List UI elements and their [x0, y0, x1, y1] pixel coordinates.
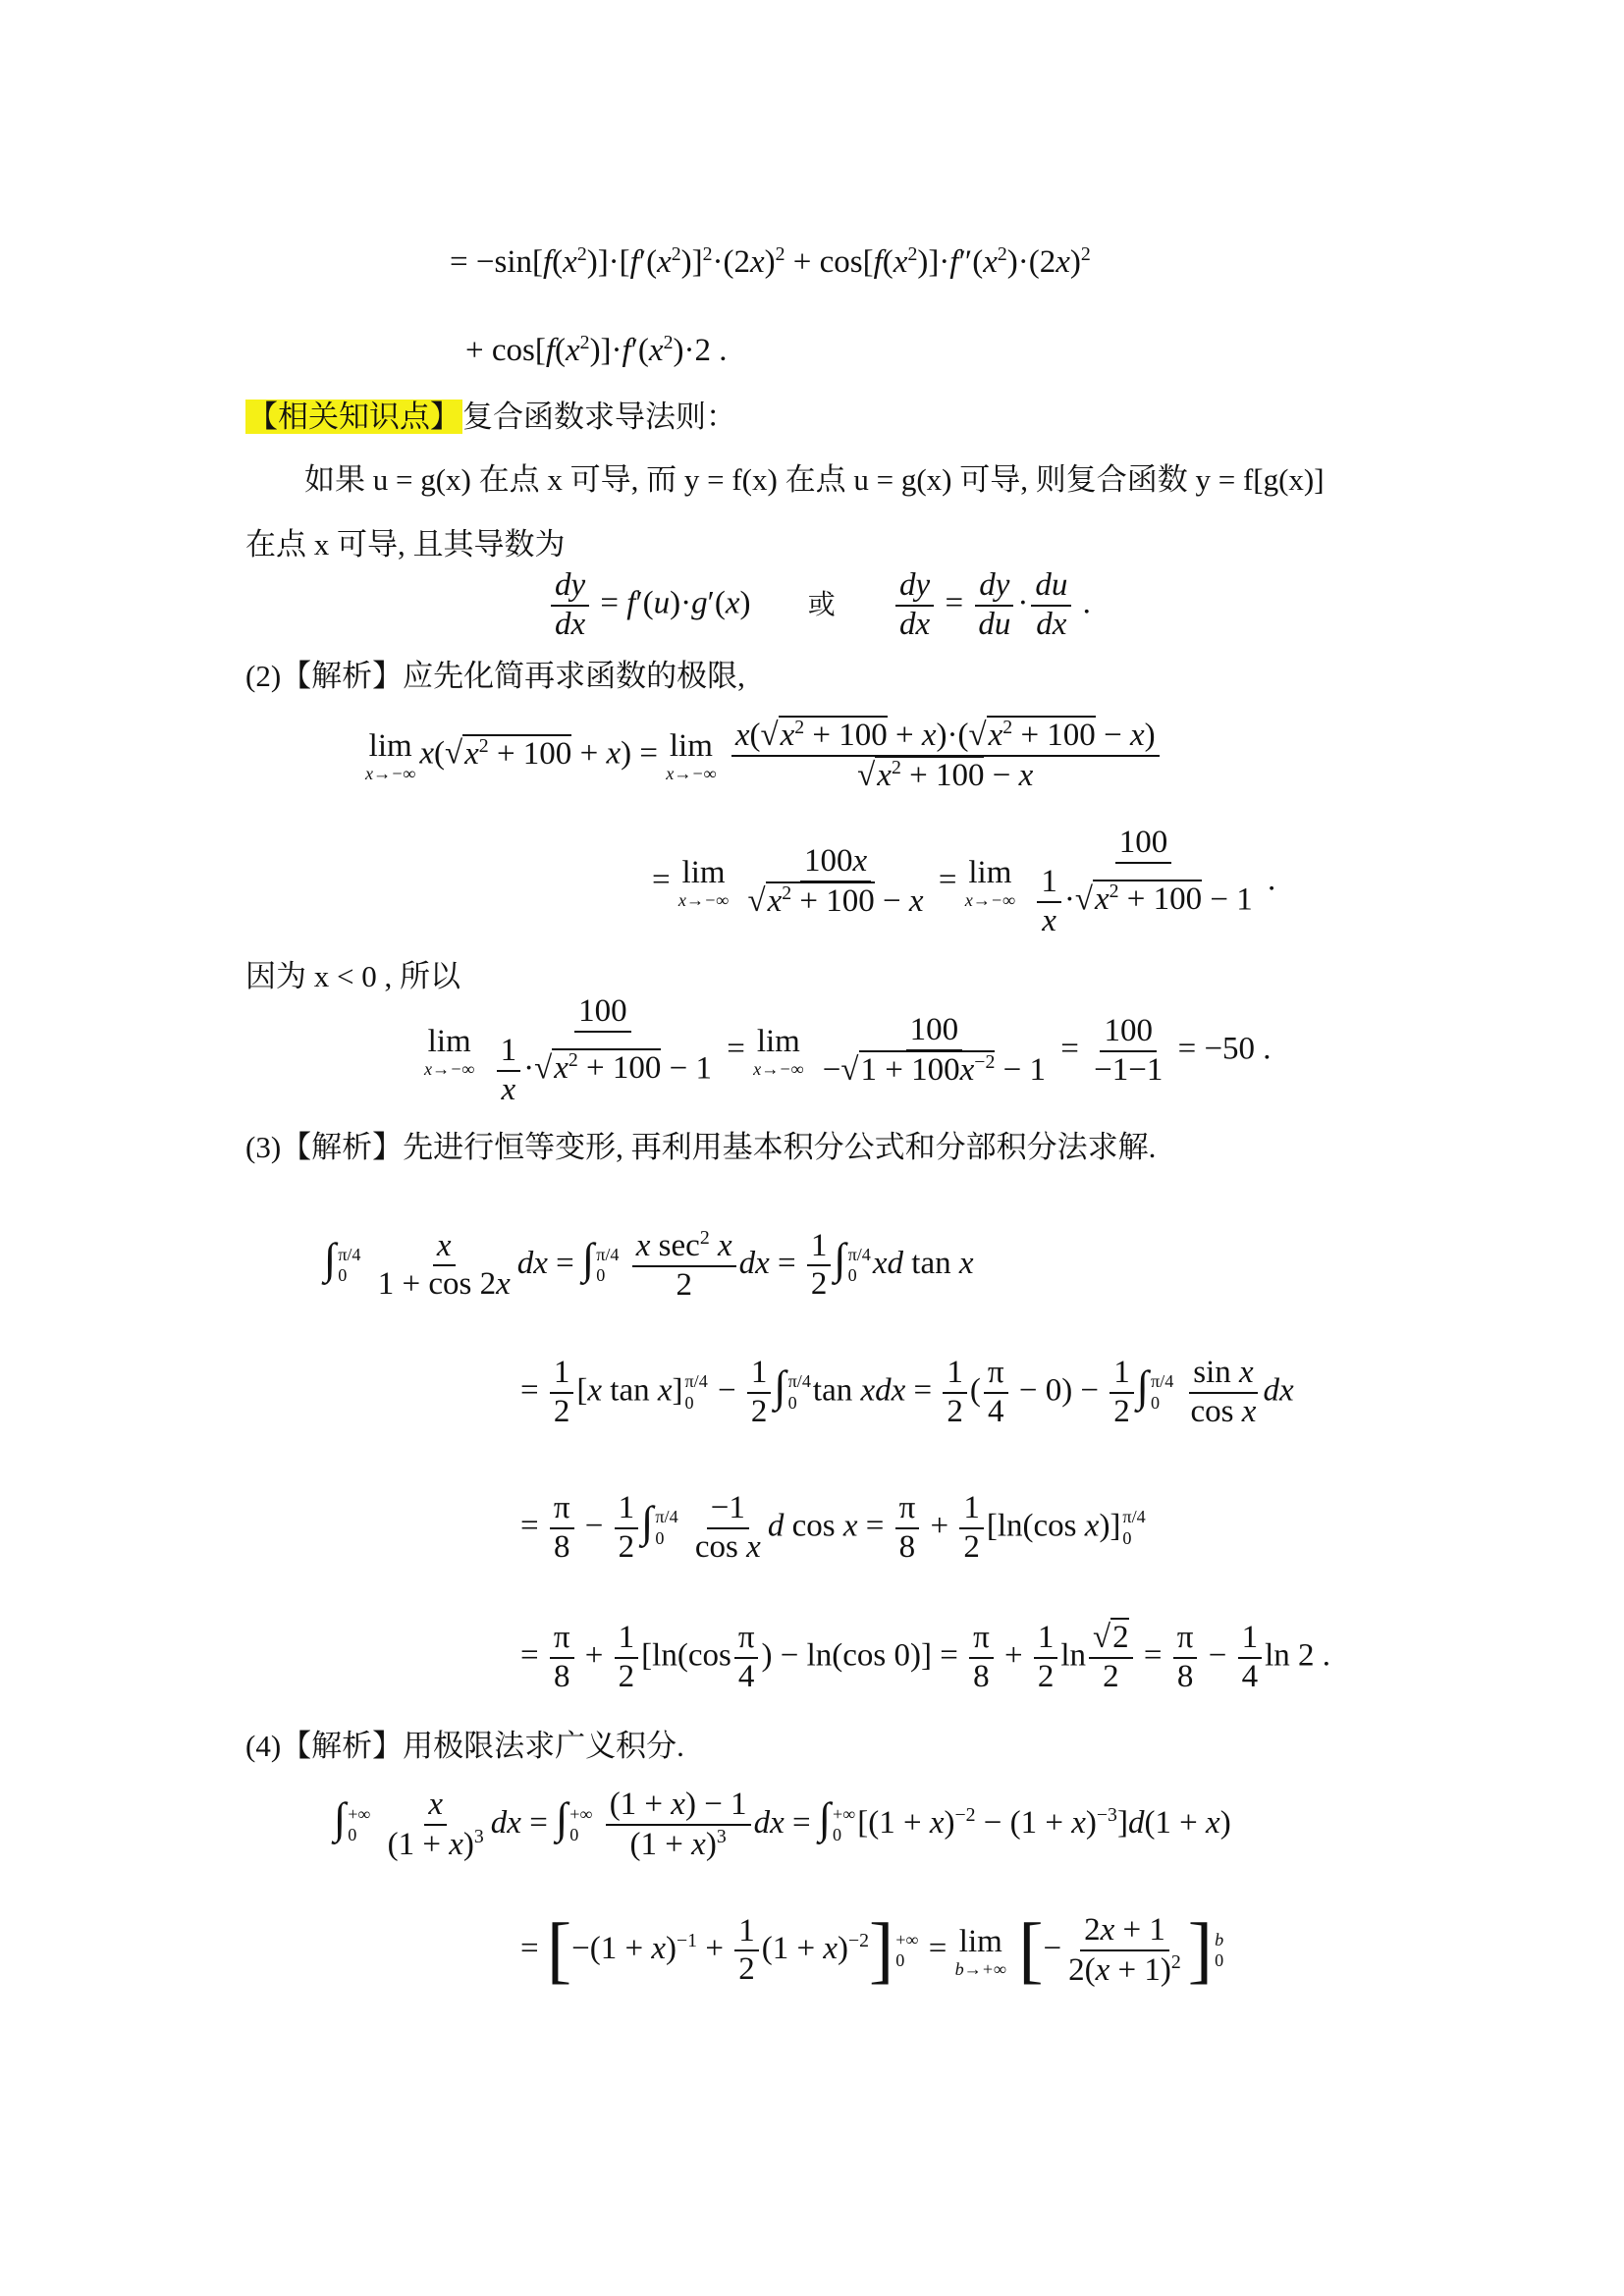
integral3-line-1: ∫ π/4 0 $\frac{x}{1 + \cos 2x}$ dx = ∫ π/4 0 $\frac{x \sec^2 x}{2}$ dx = $\frac{1}{2}$ ∫ π/4 0 xd tan x: [324, 1227, 974, 1303]
part4-heading: [245, 1728, 684, 1766]
limit-line-3: lim x→−∞ 100 $\frac{1}{x}$ $\cdot√x^2 + 100 - 1$ = lim x→−∞ $\frac{100}{-√1 + 100x^{-2} - 1}$ = $\frac{100}{-1-1}$ = −50 .: [424, 993, 1272, 1107]
part3-text: 先进行恒等变形, 再利用基本积分公式和分部积分法求解.: [403, 1130, 1157, 1164]
chain-rule-sentence-2: 在点 x 可导, 且其导数为: [245, 527, 566, 561]
part2-text: 应先化简再求函数的极限,: [403, 659, 745, 693]
integral4-line-1: ∫ +∞ 0 $\frac{x}{(1 + x)^3}$ dx = ∫ +∞ 0 $\frac{(1 + x) - 1}{(1 + x)^3}$ dx = ∫ +∞ 0 $[(1 + x)^{-2} - (1 + x)^{-3}]d(1 + x)$: [334, 1787, 1231, 1862]
chain-rule-sentence-1: 如果 u = g(x) 在点 x 可导, 而 y = f(x) 在点 u = g(x) 可导, 则复合函数 y = f[g(x)]: [304, 462, 1325, 497]
equation-second-derivative-line1: = $-\sin[f(x^2)]\cdot[f'(x^2)]^2\cdot(2x)^2 + \cos[f(x^2)]\cdot f''(x^2)\cdot(2x)^2$: [450, 243, 1091, 280]
part3-heading: [245, 1129, 1156, 1167]
chain-rule-formula: $\frac{dy}{dx}$ = f′(u)·g′(x) 或 $\frac{dy}{dx}$ = $\frac{dy}{du}$ · $\frac{du}{dx}$ .: [548, 567, 1091, 644]
word-or: 或: [807, 587, 836, 620]
part2-label: (2)【解析】: [245, 659, 404, 693]
because-line: 因为 x < 0 , 所以: [245, 959, 460, 993]
integral4-line-2: = [$-(1 + x)^{-1}$ + $\frac{1}{2}$ $(1 + x)^{-2}$] +∞ 0 = lim b→+∞ [− $\frac{2x + 1}{2(x + 1)^2}$ ] b 0: [520, 1908, 1224, 1992]
part4-label: (4)【解析】: [245, 1729, 404, 1763]
equation-second-derivative-line2: + $\cos[f(x^2)]\cdot f'(x^2)\cdot 2$ .: [465, 332, 728, 368]
integral3-line-4: = $\frac{\pi}{8}$ + $\frac{1}{2}$ [ln(cos $\frac{\pi}{4}$ ) − ln(cos 0)] = $\frac{\pi}{8}$ + $\frac{1}{2}$ ln $\frac{√2}{2}$ = $\frac{\pi}{8}$ − $\frac{1}{4}$ ln 2 .: [520, 1620, 1331, 1694]
part4-text: 用极限法求广义积分.: [403, 1729, 684, 1763]
knowledge-heading: [245, 399, 736, 437]
result-minus50: = −50 .: [1177, 1031, 1272, 1067]
integral3-line-2: = $\frac{1}{2}$ [x tan x] π/4 0 − $\frac{1}{2}$ ∫ π/4 0 tan xdx = $\frac{1}{2}$ ( $\frac{\pi}{4}$ − 0) − $\frac{1}{2}$ ∫ π/4 0 $\frac{\text{sin x}}{\text{cos x}}$ dx: [520, 1355, 1294, 1429]
limit-line-1: lim x→−∞ $x(√x^2 + 100 + x)$ = lim x→−∞ $\frac{x(√x^2 + 100 + x)\cdot(√x^2 + 100 - x)}{√x^2 + 100 - x}$: [365, 717, 1163, 795]
integral3-line-3: = $\frac{\pi}{8}$ − $\frac{1}{2}$ ∫ π/4 0 $\frac{-1}{\text{cos x}}$ d cos x = $\frac{\pi}{8}$ + $\frac{1}{2}$ [ln(cos x)] π/4 0: [520, 1490, 1146, 1565]
part3-label: (3)【解析】: [245, 1130, 404, 1164]
knowledge-text: 复合函数求导法则：: [462, 400, 736, 434]
limit-line-2: = lim x→−∞ $\frac{100x}{√x^2 + 100 - x}$ = lim x→−∞ 100 $\frac{1}{x}$ $\cdot√x^2 + 100 - 1$ .: [652, 825, 1276, 938]
part2-heading: [245, 658, 745, 696]
knowledge-highlight: 【相关知识点】: [247, 400, 460, 434]
